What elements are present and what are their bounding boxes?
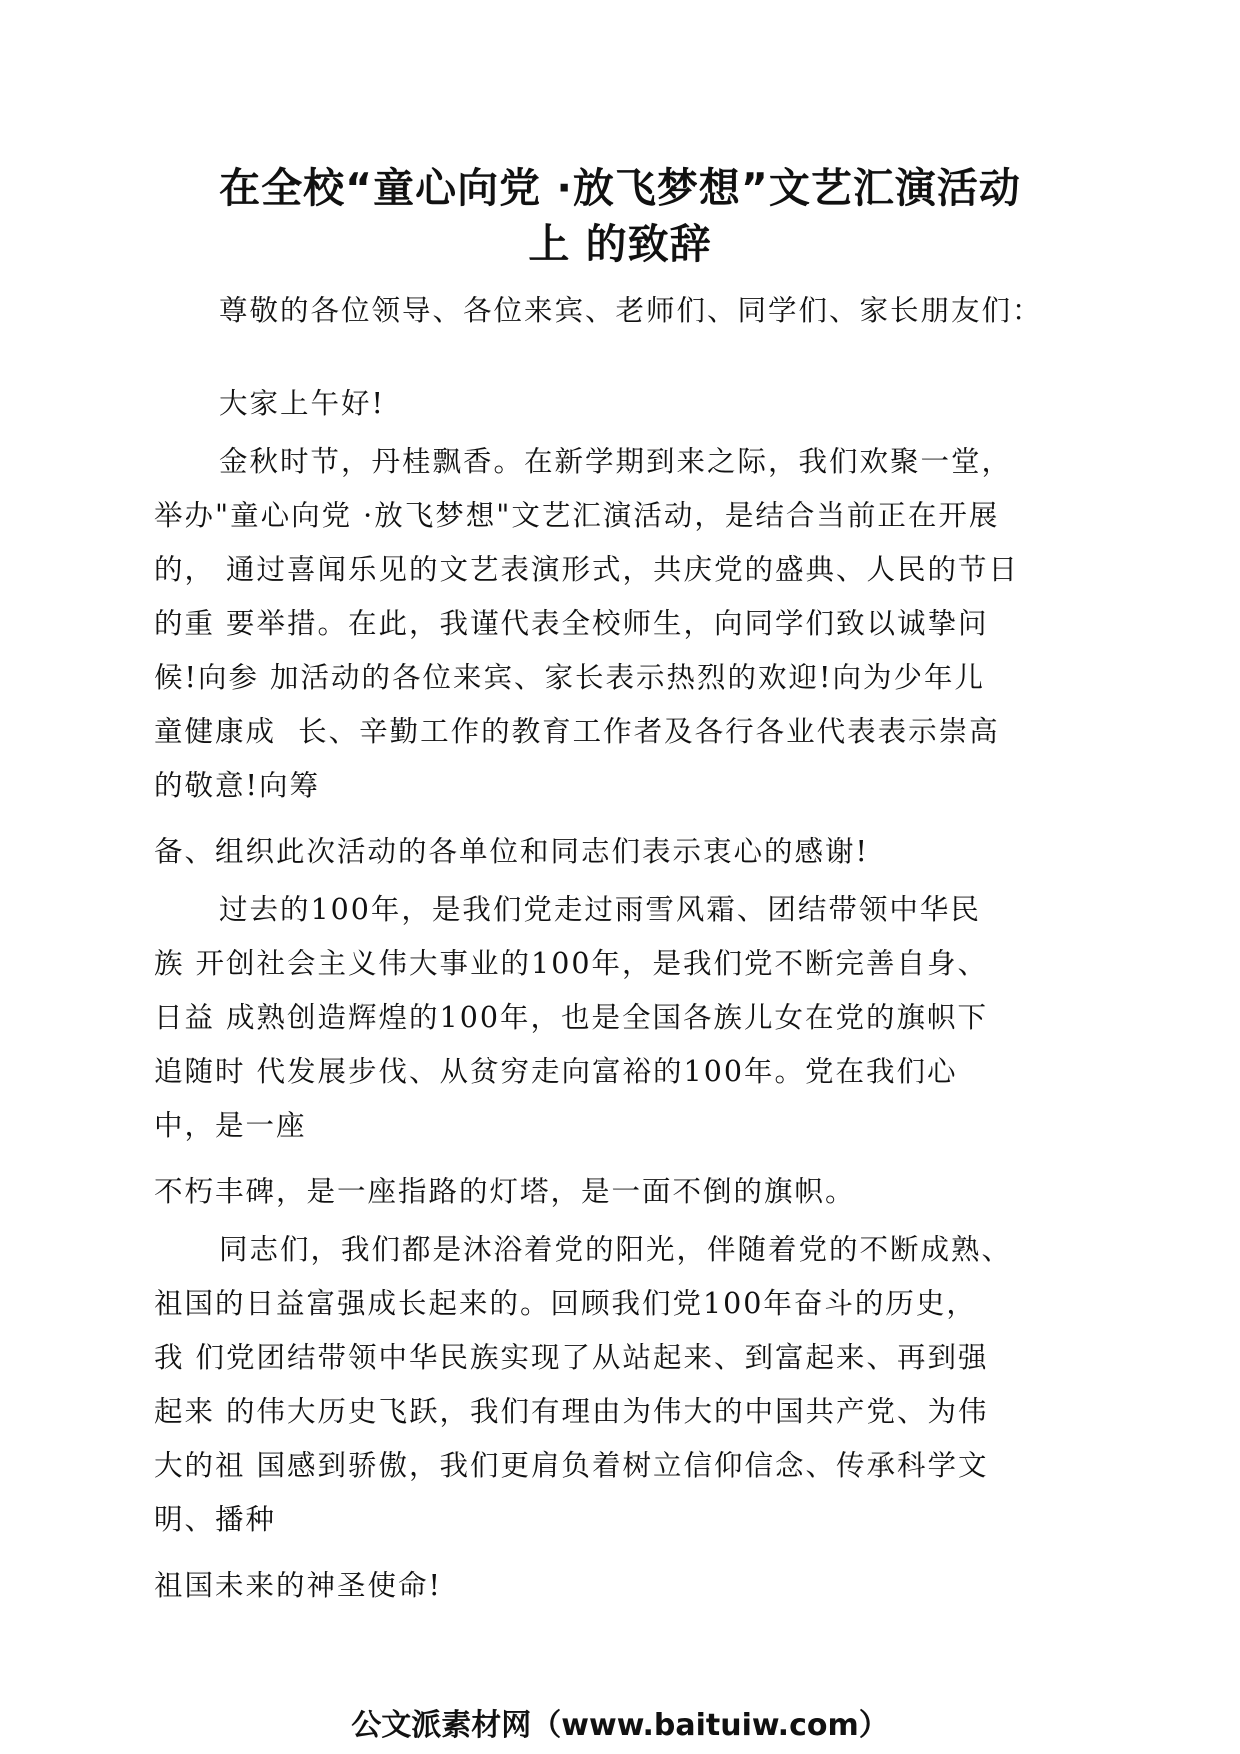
paragraph-line: 追随时 代发展步伐、从贫穷走向富裕的100年。党在我们心	[154, 1055, 958, 1088]
paragraph-line: 金秋时节，丹桂飘香。在新学期到来之际，我们欢聚一堂，	[219, 445, 1013, 478]
paragraph-line: 祖国的日益富强成长起来的。回顾我们党100年奋斗的历史，	[154, 1287, 977, 1320]
paragraph-line: 过去的100年，是我们党走过雨雪风霜、团结带领中华民	[219, 893, 981, 926]
paragraph-line: 明、播种	[154, 1503, 277, 1536]
page-footer-source: 公文派素材网（www.baituiw.com）	[351, 1708, 889, 1743]
paragraph-line: 大的祖 国感到骄傲，我们更肩负着树立信仰信念、传承科学文	[154, 1449, 989, 1482]
paragraph-line: 童健康成 长、辛勤工作的教育工作者及各行各业代表表示崇高	[154, 715, 1000, 748]
salutation: 尊敬的各位领导、各位来宾、老师们、同学们、家长朋友们：	[219, 294, 1043, 327]
paragraph-line: 中，是一座	[154, 1109, 307, 1142]
paragraph-line: 的敬意!向筹	[154, 769, 320, 802]
document-title-line-1: 在全校“童心向党 ·放飞梦想”文艺汇演活动	[219, 164, 1021, 212]
paragraph-line: 日益 成熟创造辉煌的100年，也是全国各族儿女在党的旗帜下	[154, 1001, 988, 1034]
paragraph-line: 候!向参 加活动的各位来宾、家长表示热烈的欢迎!向为少年儿	[154, 661, 985, 694]
greeting: 大家上午好!	[219, 387, 385, 420]
paragraph-line: 备、组织此次活动的各单位和同志们表示衷心的感谢!	[154, 835, 869, 868]
paragraph-line: 不朽丰碑，是一座指路的灯塔，是一面不倒的旗帜。	[154, 1175, 856, 1208]
paragraph-line: 起来 的伟大历史飞跃，我们有理由为伟大的中国共产党、为伟	[154, 1395, 989, 1428]
paragraph-line: 同志们，我们都是沐浴着党的阳光，伴随着党的不断成熟、	[219, 1233, 1013, 1266]
document-title-line-2: 上 的致辞	[528, 220, 712, 268]
paragraph-line: 举办"童心向党 ·放飞梦想"文艺汇演活动，是结合当前正在开展	[154, 499, 1000, 532]
paragraph-line: 的， 通过喜闻乐见的文艺表演形式，共庆党的盛典、人民的节日	[154, 553, 1020, 586]
paragraph-line: 族 开创社会主义伟大事业的100年，是我们党不断完善自身、	[154, 947, 988, 980]
paragraph-line: 祖国未来的神圣使命!	[154, 1569, 442, 1602]
paragraph-line: 的重 要举措。在此，我谨代表全校师生，向同学们致以诚挚问	[154, 607, 989, 640]
paragraph-line: 我 们党团结带领中华民族实现了从站起来、到富起来、再到强	[154, 1341, 989, 1374]
